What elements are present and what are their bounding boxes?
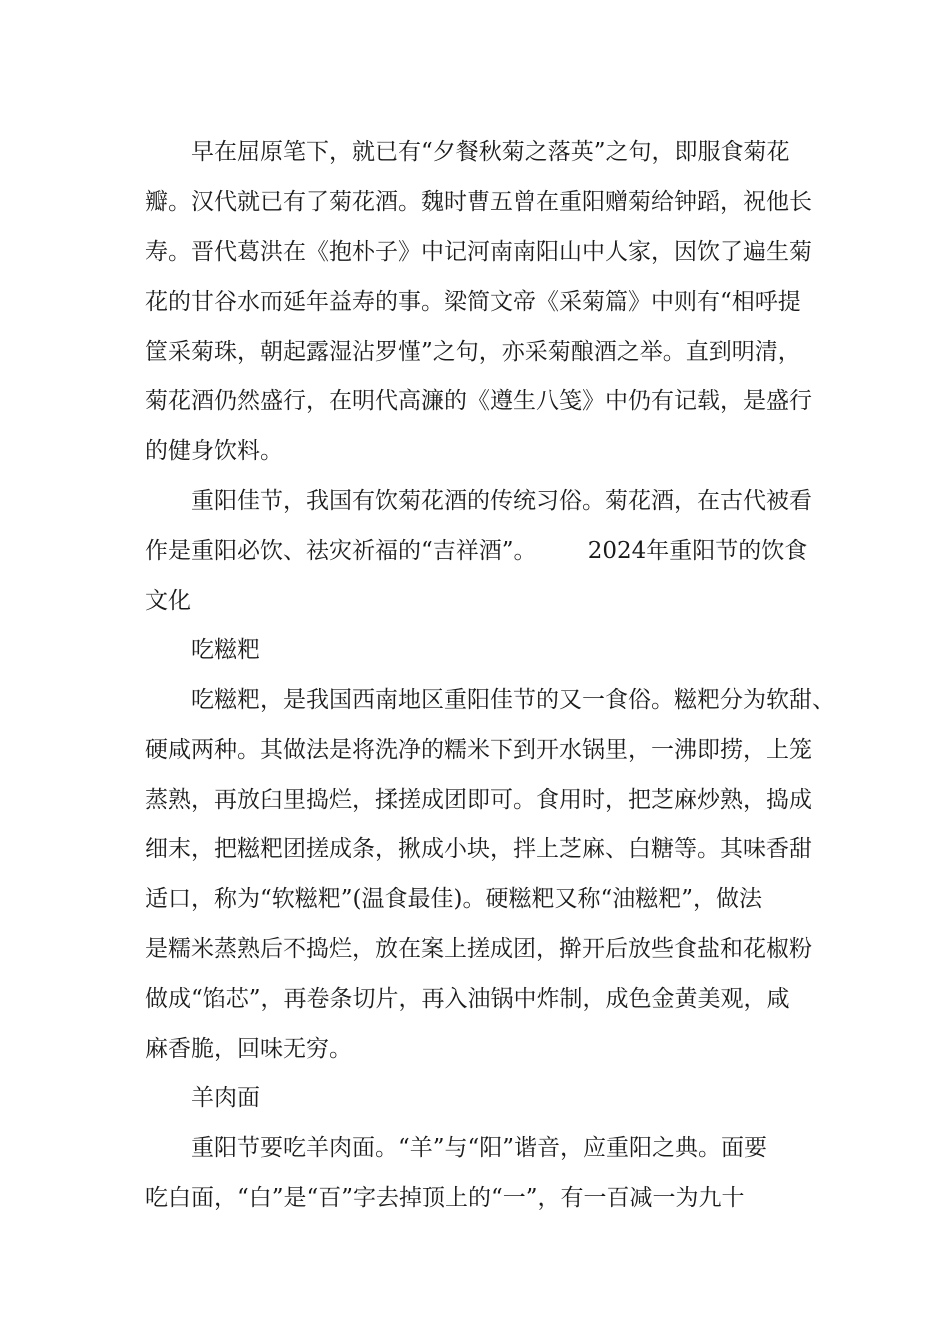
- text-line: 重阳佳节，我国有饮菊花酒的传统习俗。菊花酒，在古代被看: [191, 488, 812, 514]
- text-line: 麻香脆，回味无穷。: [145, 1036, 352, 1062]
- text-line: 吃白面，“白”是“百”字去掉顶上的“一”，有一百减一为九十: [145, 1185, 745, 1211]
- text-line: 作是重阳必饮、祛灾祈福的“吉祥酒”。 2024年重阳节的饮食: [145, 538, 808, 564]
- text-line: 硬咸两种。其做法是将洗净的糯米下到开水锅里，一沸即捞，上笼: [145, 737, 812, 763]
- text-line: 细末，把糍粑团搓成条，揪成小块，拌上芝麻、白糖等。其味香甜: [145, 836, 812, 862]
- text-line: 蒸熟，再放臼里捣烂，揉搓成团即可。食用时，把芝麻炒熟，捣成: [145, 787, 812, 813]
- section-heading: 吃糍粑: [191, 637, 260, 663]
- text-line: 早在屈原笔下，就已有“夕餐秋菊之落英”之句，即服食菊花: [191, 139, 790, 165]
- text-line: 适口，称为“软糍粑”(温食最佳)。硬糍粑又称“油糍粑”，做法: [145, 886, 762, 912]
- text-line: 是糯米蒸熟后不捣烂，放在案上搓成团，擀开后放些食盐和花椒粉: [145, 936, 812, 962]
- text-line: 筐采菊珠，朝起露湿沾罗慬”之句，亦采菊酿酒之举。直到明清，: [145, 339, 801, 365]
- text-line: 文化: [145, 588, 191, 614]
- text-line: 吃糍粑，是我国西南地区重阳佳节的又一食俗。糍粑分为软甜、: [191, 687, 835, 713]
- text-line: 瓣。汉代就已有了菊花酒。魏时曹五曾在重阳赠菊给钟蹈，祝他长: [145, 189, 812, 215]
- text-line: 的健身饮料。: [145, 438, 283, 464]
- text-line: 菊花酒仍然盛行，在明代高濂的《遵生八笺》中仍有记载，是盛行: [145, 388, 812, 414]
- section-heading: 羊肉面: [191, 1085, 260, 1111]
- text-line: 花的甘谷水而延年益寿的事。梁简文帝《采菊篇》中则有“相呼提: [145, 289, 801, 315]
- text-line: 做成“馅芯”，再卷条切片，再入油锅中炸制，成色金黄美观，咸: [145, 986, 790, 1012]
- text-line: 寿。晋代葛洪在《抱朴子》中记河南南阳山中人家，因饮了遍生菊: [145, 239, 812, 265]
- text-line: 重阳节要吃羊肉面。“羊”与“阳”谐音，应重阳之典。面要: [191, 1135, 768, 1161]
